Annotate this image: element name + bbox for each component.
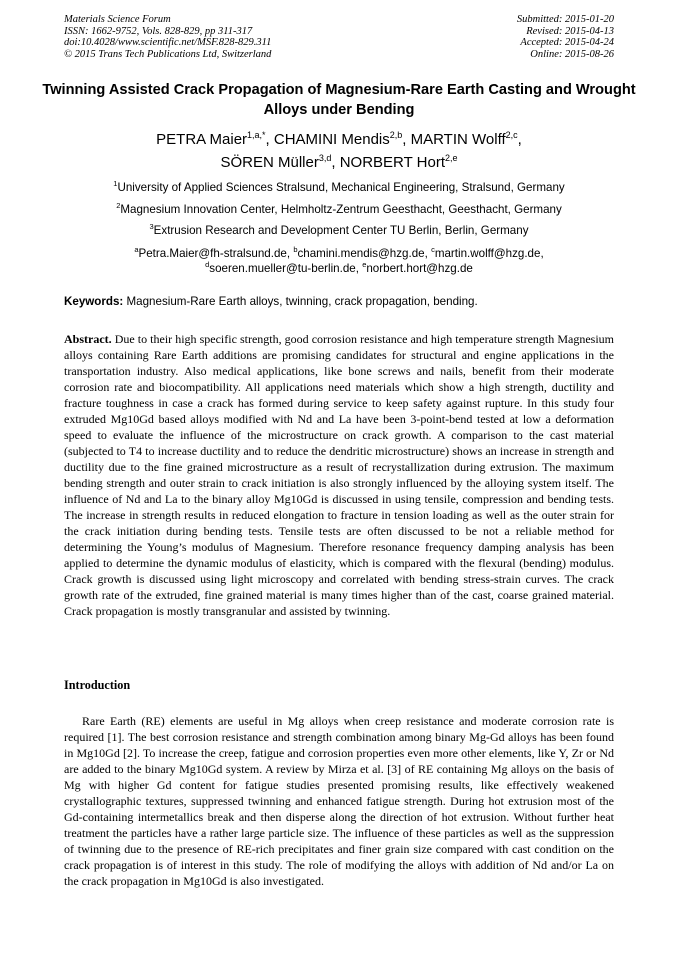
author-affiliation-marker: 3,d <box>318 153 332 163</box>
date-online: Online: 2015-08-26 <box>530 48 614 60</box>
abstract-paragraph <box>64 331 614 619</box>
date-submitted: Submitted: 2015-01-20 <box>516 14 614 25</box>
author-affiliation-marker: 2,e <box>445 153 458 163</box>
author-affiliation-marker: 1,a,* <box>247 130 266 140</box>
section-heading-introduction: Introduction <box>64 678 131 692</box>
date-accepted: Accepted: 2015-04-24 <box>520 37 614 48</box>
introduction-paragraph: Rare Earth (RE) elements are useful in Mg alloys when creep resistance and moderate corrosion rate is required [1]. The best corrosion resistance and strength combination among binary Mg-Gd alloys has been found in Mg10Gd [2]. To increase the creep, fatigue and corrosion properties even more other elements, like Y, Zr or Nd are added to the binary Mg10Gd system. A review by Mirza et al. [3] of RE containing Mg alloys on the basis of Mg with higher Gd content for fatigue studies presented promising results, like effectively weakened crystallographic textures, suppressed twinning and enhanced fatigue strength. During hot extrusion most of the Gd-containing intermetallics break and then disperse along the direction of hot extrusion. Without further heat treatment the particles have a rather large particle size. The influence of these particles as well as the suppression of twinning due to the presence of RE-rich precipitates and finer grain size compared with cast condition on the crack propagation is of interest in this study. The role of modifying the alloys with addition of Nd and/or La on the crack propagation in Mg10Gd is also investigated. <box>64 714 614 888</box>
keywords-text: Magnesium-Rare Earth alloys, twinning, crack propagation, bending. <box>123 295 478 308</box>
affiliation-1 <box>40 181 638 195</box>
author-affiliation-marker: 2,c <box>505 130 518 140</box>
email-link[interactable]: norbert.hort@hzg.de <box>366 262 473 275</box>
email-link[interactable]: Petra.Maier@fh-stralsund.de, <box>138 247 294 260</box>
journal-header-left <box>64 14 271 60</box>
author-separator: , <box>402 131 411 148</box>
email-marker: d <box>205 260 210 269</box>
author-emails <box>40 246 638 276</box>
author-affiliation-marker: 2,b <box>389 130 403 140</box>
email-marker: e <box>362 260 367 269</box>
email-marker: a <box>134 245 139 254</box>
keywords-line <box>64 295 624 309</box>
email-link[interactable]: soeren.mueller@tu-berlin.de, <box>209 262 363 275</box>
affiliation-text: Extrusion Research and Development Center TU Berlin, Berlin, Germany <box>153 224 529 237</box>
affiliation-text: Magnesium Innovation Center, Helmholtz-Zentrum Geesthacht, Geesthacht, Germany <box>120 203 562 216</box>
author-separator: , <box>517 131 522 148</box>
author-list <box>40 128 638 174</box>
author-separator: , <box>265 131 274 148</box>
author-name: NORBERT Hort <box>339 154 445 171</box>
author-name: PETRA Maier <box>156 131 248 148</box>
email-link[interactable]: martin.wolff@hzg.de, <box>434 247 544 260</box>
paper-title: Twinning Assisted Crack Propagation of Magnesium-Rare Earth Casting and Wrought Alloys under Bending <box>42 82 636 118</box>
author-name: SÖREN Müller <box>220 154 319 171</box>
date-revised: Revised: 2015-04-13 <box>526 25 614 37</box>
abstract-label: Abstract. <box>64 332 112 346</box>
journal-name: Materials Science Forum <box>64 14 171 25</box>
email-marker: c <box>431 245 435 254</box>
keywords-label: Keywords: <box>64 295 124 308</box>
email-link[interactable]: chamini.mendis@hzg.de, <box>297 247 432 260</box>
abstract-text: Due to their high specific strength, good corrosion resistance and high temperature strength Magnesium alloys containing Rare Earth additions are promising candidates for structural and engine applications in the transportation industry. Also medical applications, like bone screws and nails, benefit from their moderate corrosion rate and biocompatibility. All applications need materials which show a high strength, ductility and fracture toughness in case a crack has formed during service to keep safety against rupture. In this study four extruded Mg10Gd based alloys modified with Nd and La have been 3-point-bend tested at low a deformation speed to evaluate the influence of the microstructure on crack growth. A comparison to the cast material (subjected to T4 to increase ductility and to reduce the dendritic microstructure) shows an increase in strength and ductility due to the fine grained microstructure as a result of recrystallization during extrusion. The maximum bending strength and outer strain to crack initiation is also strongly influenced by the alloying system itself. The influence of Nd and La to the binary alloy Mg10Gd is discussed in using tensile, compression and bending tests. The increase in strength results in reduced elongation to fracture in tension loading as well as the outer strain for the crack initiation during bending tests. Tensile tests are often discussed to be not a reliable method for determining the Young’s modulus of Magnesium. Therefore resonance frequency damping analysis has been applied to determine the dynamic modulus of elasticity, which is compared with the flexural (bending) modulus. Crack growth is discussed using light microscopy and correlated with bending stress-strain curves. The crack growth rate of the extruded, fine grained material is many times higher than of the cast, coarse grained material. Crack propagation is mostly transgranular and assisted by twinning. <box>64 332 614 618</box>
journal-copyright: © 2015 Trans Tech Publications Ltd, Switzerland <box>64 48 272 60</box>
affiliation-text: University of Applied Sciences Stralsund, Mechanical Engineering, Stralsund, Germany <box>117 181 565 194</box>
affiliation-3 <box>40 224 638 238</box>
journal-issn: ISSN: 1662-9752, Vols. 828-829, pp 311-317 <box>64 25 253 37</box>
affiliation-marker: 2 <box>116 201 121 210</box>
affiliation-2 <box>40 203 638 217</box>
journal-doi[interactable]: doi:10.4028/www.scientific.net/MSF.828-829.311 <box>64 37 272 48</box>
affiliation-marker: 3 <box>149 222 154 231</box>
author-separator: , <box>331 154 340 171</box>
journal-header-right <box>517 14 614 60</box>
email-marker: b <box>293 245 298 254</box>
author-name: MARTIN Wolff <box>410 131 506 148</box>
affiliation-marker: 1 <box>113 179 118 188</box>
author-name: CHAMINI Mendis <box>273 131 390 148</box>
